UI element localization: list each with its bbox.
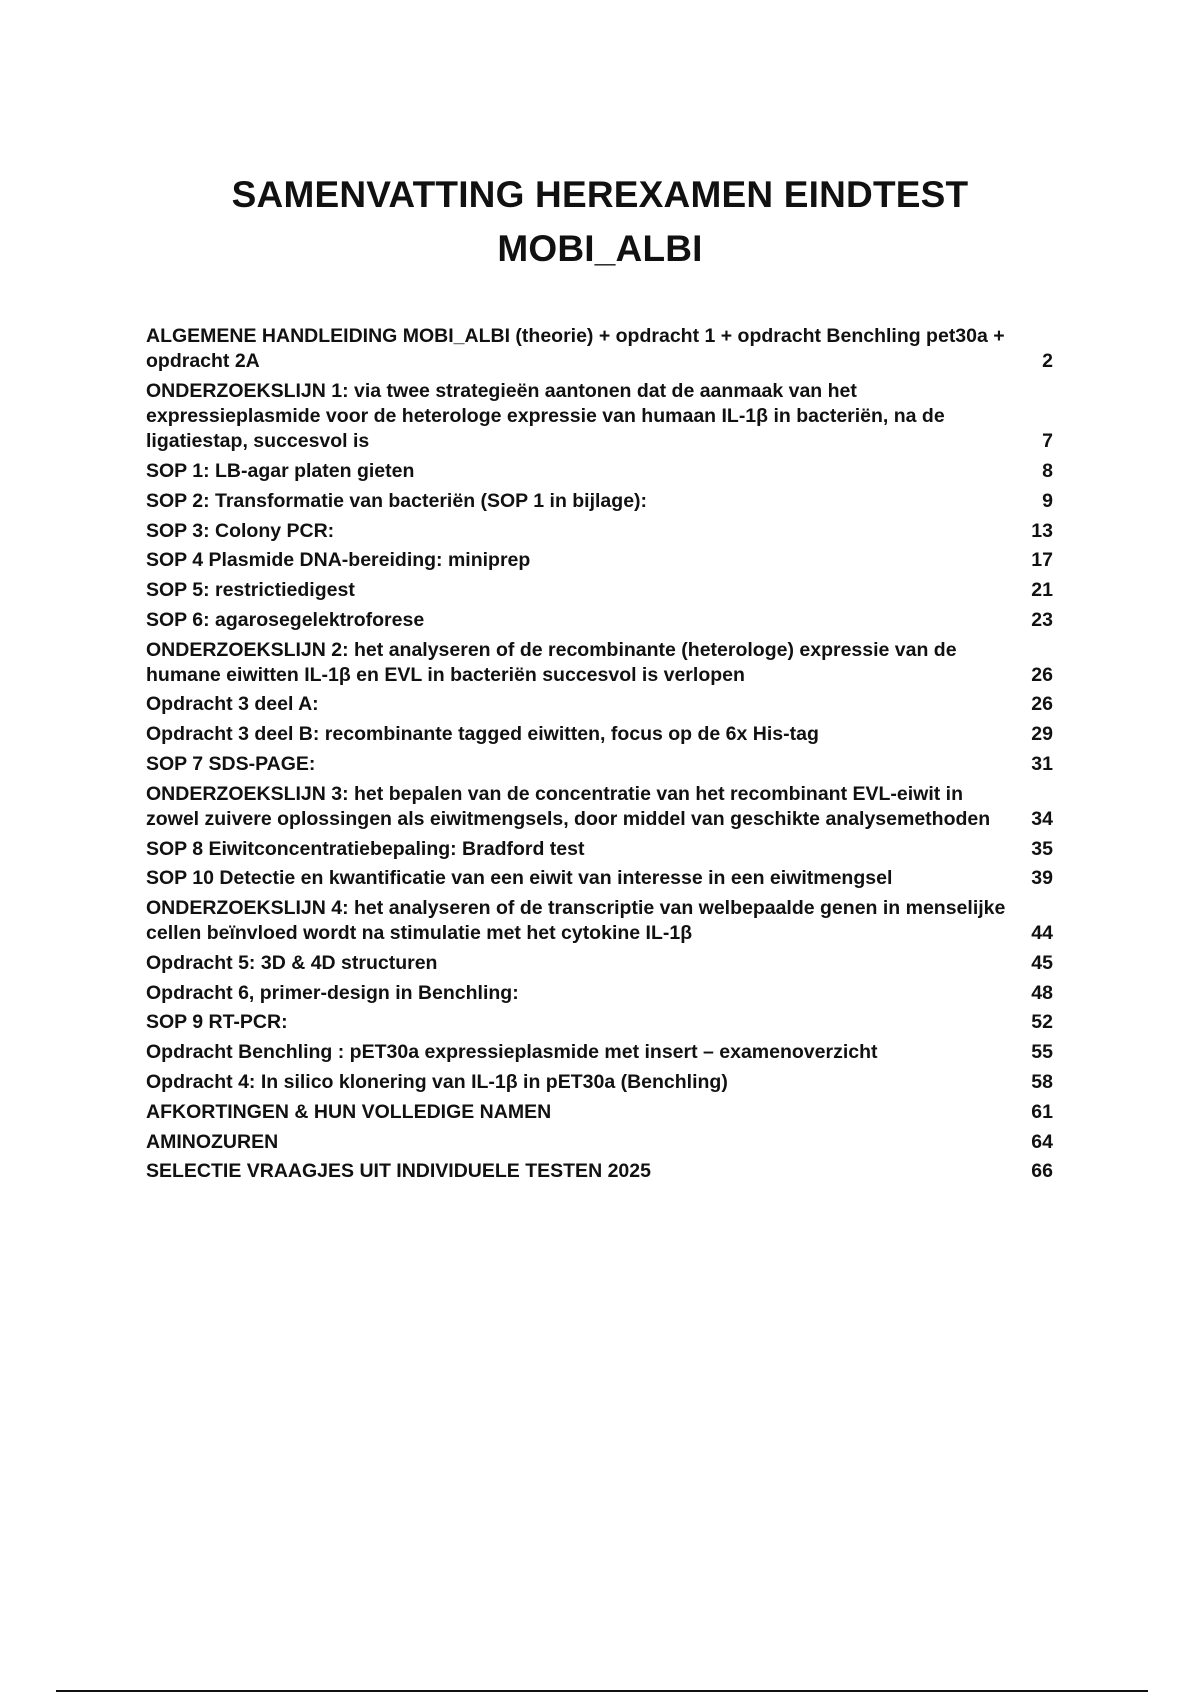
toc-entry-page-number: 39 (1031, 867, 1053, 890)
toc-entry-page-number: 17 (1031, 549, 1053, 572)
toc-entry[interactable] (146, 1097, 1053, 1127)
toc-entry-page-number: 55 (1031, 1041, 1053, 1064)
toc-entry-title: ONDERZOEKSLIJN 2: het analyseren of de recombinante (heterologe) expressie van de humane eiwitten IL-1β en EVL in bacteriën succesvol is verlopen (146, 638, 957, 686)
toc-entry-page-number: 26 (1031, 663, 1053, 686)
toc-entry-page-number: 9 (1042, 489, 1053, 512)
toc-entry-page-number: 2 (1042, 350, 1053, 373)
toc-entry[interactable] (146, 949, 1053, 979)
toc-entry[interactable] (146, 978, 1053, 1008)
toc-entry-page-number: 31 (1031, 752, 1053, 775)
toc-entry-title: AFKORTINGEN & HUN VOLLEDIGE NAMEN (146, 1100, 552, 1123)
toc-entry[interactable] (146, 1157, 1053, 1187)
toc-entry[interactable] (146, 1008, 1053, 1038)
toc-entry-page-number: 45 (1031, 951, 1053, 974)
toc-entry[interactable] (146, 605, 1053, 635)
title-line-2: MOBI_ALBI (497, 227, 703, 269)
toc-entry-page-number: 48 (1031, 981, 1053, 1004)
toc-entry-title: SOP 1: LB-agar platen gieten (146, 459, 415, 482)
toc-entry-title: Opdracht 5: 3D & 4D structuren (146, 951, 438, 974)
toc-entry-title: ONDERZOEKSLIJN 1: via twee strategieën aantonen dat de aanmaak van het expressieplasmide voor de heterologe expressie van humaan IL-1β in bacteriën, na de ligatiestap, succesvol is (146, 380, 945, 453)
toc-entry[interactable] (146, 720, 1053, 750)
toc-entry[interactable] (146, 690, 1053, 720)
toc-entry-title: SOP 9 RT-PCR: (146, 1011, 288, 1034)
toc-entry-title: Opdracht 3 deel A: (146, 693, 319, 716)
toc-entry-title: SOP 10 Detectie en kwantificatie van een eiwit van interesse in een eiwitmengsel (146, 867, 893, 890)
toc-entry-title: SOP 6: agarosegelektroforese (146, 608, 425, 631)
toc-entry[interactable] (146, 377, 1053, 457)
toc-entry-title: AMINOZUREN (146, 1130, 279, 1153)
toc-entry-title: Opdracht 4: In silico klonering van IL-1β in pET30a (Benchling) (146, 1071, 728, 1094)
toc-entry[interactable] (146, 635, 1053, 690)
toc-entry[interactable] (146, 322, 1053, 377)
toc-entry-page-number: 64 (1031, 1130, 1053, 1153)
toc-entry-page-number: 23 (1031, 608, 1053, 631)
toc-entry[interactable] (146, 864, 1053, 894)
toc-entry-page-number: 7 (1042, 430, 1053, 453)
toc-entry-title: ONDERZOEKSLIJN 3: het bepalen van de concentratie van het recombinant EVL-eiwit in zowel zuivere oplossingen als eiwitmengsels, door middel van geschikte analysemethoden (146, 782, 991, 830)
toc-entry[interactable] (146, 1038, 1053, 1068)
toc-entry-title: SELECTIE VRAAGJES UIT INDIVIDUELE TESTEN 2025 (146, 1160, 651, 1183)
document-title (0, 168, 1200, 276)
toc-entry[interactable] (146, 779, 1053, 834)
toc-entry-title: SOP 8 Eiwitconcentratiebepaling: Bradford test (146, 837, 585, 860)
toc-entry[interactable] (146, 516, 1053, 546)
toc-entry-page-number: 13 (1031, 519, 1053, 542)
footer-divider (56, 1690, 1148, 1692)
toc-entry-title: Opdracht Benchling : pET30a expressieplasmide met insert – examenoverzicht (146, 1041, 878, 1064)
toc-entry-page-number: 8 (1042, 459, 1053, 482)
toc-entry-title: ALGEMENE HANDLEIDING MOBI_ALBI (theorie) + opdracht 1 + opdracht Benchling pet30a + opdracht 2A (146, 325, 1005, 373)
toc-entry-title: SOP 4 Plasmide DNA-bereiding: miniprep (146, 549, 531, 572)
toc-entry-title: Opdracht 3 deel B: recombinante tagged eiwitten, focus op de 6x His-tag (146, 723, 819, 746)
toc-entry-page-number: 66 (1031, 1160, 1053, 1183)
toc-entry[interactable] (146, 457, 1053, 487)
toc-entry-title: SOP 5: restrictiedigest (146, 579, 355, 602)
toc-entry-page-number: 29 (1031, 723, 1053, 746)
toc-entry[interactable] (146, 1127, 1053, 1157)
table-of-contents (146, 322, 1053, 1187)
toc-entry-page-number: 61 (1031, 1100, 1053, 1123)
toc-entry-page-number: 35 (1031, 837, 1053, 860)
toc-entry-title: SOP 3: Colony PCR: (146, 519, 335, 542)
toc-entry[interactable] (146, 576, 1053, 606)
toc-entry-page-number: 44 (1031, 922, 1053, 945)
toc-entry-title: SOP 2: Transformatie van bacteriën (SOP 1 in bijlage): (146, 489, 648, 512)
toc-entry[interactable] (146, 894, 1053, 949)
toc-entry-title: SOP 7 SDS-PAGE: (146, 752, 316, 775)
toc-entry-page-number: 26 (1031, 693, 1053, 716)
toc-entry-page-number: 52 (1031, 1011, 1053, 1034)
toc-entry-page-number: 21 (1031, 579, 1053, 602)
toc-entry[interactable] (146, 750, 1053, 780)
toc-entry-page-number: 34 (1031, 807, 1053, 830)
toc-entry[interactable] (146, 546, 1053, 576)
toc-entry[interactable] (146, 834, 1053, 864)
toc-entry-title: ONDERZOEKSLIJN 4: het analyseren of de transcriptie van welbepaalde genen in menselijke cellen beïnvloed wordt na stimulatie met het cytokine IL-1β (146, 897, 1006, 945)
title-line-1: SAMENVATTING HEREXAMEN EINDTEST (231, 173, 969, 215)
toc-entry-page-number: 58 (1031, 1071, 1053, 1094)
toc-entry-title: Opdracht 6, primer-design in Benchling: (146, 981, 519, 1004)
toc-entry[interactable] (146, 486, 1053, 516)
toc-entry[interactable] (146, 1068, 1053, 1098)
